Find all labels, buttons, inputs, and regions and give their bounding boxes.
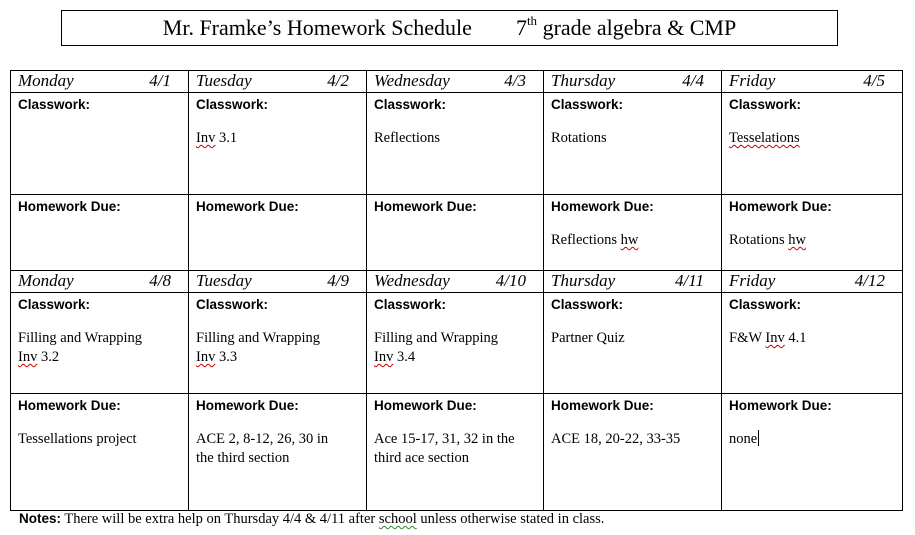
day-header-monday: Monday 4/1 [11,71,189,93]
day-header-wednesday: Wednesday 4/10 [367,271,544,293]
classwork-cell[interactable]: Classwork: F&W Inv 4.1 [722,293,903,394]
day-header-tuesday: Tuesday 4/2 [189,71,367,93]
homework-cell[interactable]: Homework Due: Ace 15-17, 31, 32 in the third ace section [367,394,544,511]
week2-day-header-row [11,271,903,293]
homework-cell[interactable]: Homework Due: [189,195,367,271]
title-grade: 7th grade algebra & CMP [515,13,737,40]
title-teacher: Mr. Framke’s Homework Schedule [162,15,472,40]
classwork-cell[interactable]: Classwork: Reflections [367,93,544,195]
classwork-cell[interactable]: Classwork: Inv 3.1 [189,93,367,195]
classwork-text: Inv 3.1 [196,130,238,146]
week1-day-header-row [11,71,903,93]
week1-homework-row [11,195,903,271]
homework-cell[interactable]: Homework Due: ACE 18, 20-22, 33-35 [544,394,722,511]
day-header-friday: Friday 4/5 [722,71,903,93]
week1-classwork-row [11,93,903,195]
classwork-cell[interactable]: Classwork: Rotations [544,93,722,195]
notes-text: There will be extra help on Thursday 4/4 & 4/11 after school unless otherwise stated in class. [61,511,605,527]
homework-cell[interactable]: Homework Due: Rotations hw [722,195,903,271]
homework-cell[interactable]: Homework Due: [11,195,189,271]
homework-cell[interactable]: Homework Due: none [722,394,903,511]
classwork-cell[interactable]: Classwork: Filling and Wrapping Inv 3.2 [11,293,189,394]
notes-line [19,511,604,528]
homework-cell[interactable]: Homework Due: Tessellations project [11,394,189,511]
week2-homework-row [11,394,903,511]
notes-label: Notes: [19,511,62,526]
homework-schedule-table [10,70,903,511]
day-header-monday: Monday 4/8 [11,271,189,293]
week2-classwork-row [11,293,903,394]
classwork-cell[interactable]: Classwork: Filling and Wrapping Inv 3.3 [189,293,367,394]
day-header-thursday: Thursday 4/4 [544,71,722,93]
text-cursor [758,430,759,446]
homework-cell[interactable]: Homework Due: [367,195,544,271]
homework-cell[interactable]: Homework Due: Reflections hw [544,195,722,271]
classwork-cell[interactable]: Classwork: [11,93,189,195]
classwork-cell[interactable]: Classwork: Partner Quiz [544,293,722,394]
classwork-cell[interactable]: Classwork: Filling and Wrapping Inv 3.4 [367,293,544,394]
day-header-tuesday: Tuesday 4/9 [189,271,367,293]
schedule-title [61,10,838,46]
day-header-thursday: Thursday 4/11 [544,271,722,293]
day-header-wednesday: Wednesday 4/3 [367,71,544,93]
day-header-friday: Friday 4/12 [722,271,903,293]
homework-cell[interactable]: Homework Due: ACE 2, 8-12, 26, 30 in the third section [189,394,367,511]
classwork-cell[interactable]: Classwork: Tesselations [722,93,903,195]
